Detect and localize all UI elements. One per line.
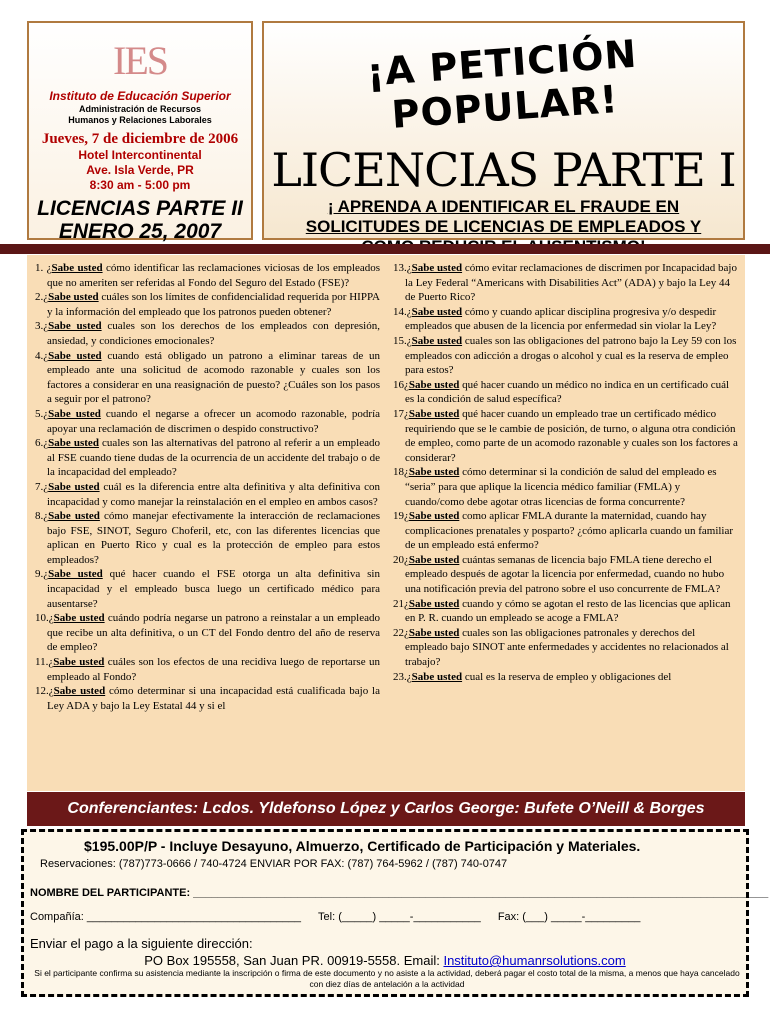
question-number: 12.¿ [35, 685, 54, 698]
sabe-usted-label: Sabe usted [48, 407, 101, 420]
question-text: cómo determinar si una incapacidad está cualificada bajo la Ley ADA y bajo la Ley Estatal 44 y si el [47, 685, 380, 712]
question-text: cuales son las obligaciones patronales y derechos del empleado bajo SINOT ante enfermedades y accidentes no relacionados al trabajo? [405, 626, 729, 669]
question-number: 18¿ [393, 466, 409, 479]
org-subtitle-1: Administración de Recursos [78, 104, 202, 114]
question-item [35, 261, 380, 290]
question-number: 13.¿ [393, 262, 412, 274]
sabe-usted-label: Sabe usted [408, 466, 460, 479]
question-number: 20¿ [393, 553, 409, 566]
sabe-usted-label: Sabe usted [408, 553, 460, 566]
question-number: 6.¿ [35, 437, 49, 450]
question-item [35, 684, 380, 713]
title-box [262, 21, 745, 240]
question-item [393, 670, 738, 685]
subtitle-line-1: ¡ APRENDA A IDENTIFICAR EL FRAUDE EN [327, 197, 680, 216]
sabe-usted-label: Sabe usted [408, 597, 460, 610]
questions-column-right [393, 261, 738, 684]
question-number: 15.¿ [393, 334, 412, 347]
sabe-usted-label: Sabe usted [408, 378, 460, 391]
question-number: 19¿ [393, 510, 409, 523]
question-item [35, 407, 380, 436]
question-text: qué hacer cuando un empleado trae un certificado médico requiriendo que se le cambie de posición, de turno, o alguna otra condición de empleo, como parte de un acomodo razonable y cuales son los factores a considerar? [405, 407, 738, 464]
question-number: 9.¿ [35, 568, 49, 581]
question-text: cómo y cuando aplicar disciplina progresiva y/o despedir empleados que abusen de la licencia por enfermedad sin violar la Ley? [405, 305, 717, 333]
question-item [35, 509, 380, 567]
sabe-usted-label: Sabe usted [53, 656, 105, 669]
question-text: qué hacer cuando un médico no indica en un certificado cuál es la condición de salud específica? [405, 378, 730, 406]
cancellation-note: Si el participante confirma su asistencia mediante la inscripción o firma de este documento y no asiste a la actividad, deberá pagar el costo total de la misma, a menos que haya cancelado con diez días de antelación a la actividad [34, 968, 740, 989]
question-number: 14.¿ [393, 305, 412, 318]
question-text: cuando el negarse a ofrecer un acomodo razonable, podría apoyar una reclamación de discrimen o despido constructivo? [47, 407, 381, 435]
question-text: cual es la reserva de empleo y obligaciones del [462, 670, 672, 683]
org-name: Instituto de Educación Superior [49, 89, 231, 103]
event-info-box [27, 21, 253, 243]
event-date: Jueves, 7 de diciembre de 2006 [41, 131, 239, 147]
question-text: cuales son los derechos de los empleados con depresión, ansiedad, y condiciones emocionales? [47, 320, 380, 347]
price-line: $195.00P/P - Incluye Desayuno, Almuerzo, Certificado de Participación y Materiales. [84, 838, 641, 854]
sabe-usted-label: Sabe usted [411, 670, 463, 683]
sabe-usted-label: Sabe usted [411, 262, 463, 274]
question-item [393, 261, 738, 305]
question-number: 11.¿ [35, 656, 54, 669]
question-text: cómo identificar las reclamaciones viciosas de los empleados que no ameriten ser referidas al Fondo del Seguro del Estado (FSE)? [47, 262, 381, 289]
sabe-usted-label: Sabe usted [53, 685, 106, 698]
reservations-line: Reservaciones: (787)773-0666 / 740-4724 ENVIAR POR FAX: (787) 764-5962 / (787) 740-0747 [40, 858, 508, 870]
subtitle-line-2: SOLICITUDES DE LICENCIAS DE EMPLEADOS Y [305, 217, 702, 236]
sabe-usted-label: Sabe usted [411, 334, 463, 347]
question-item [35, 436, 380, 480]
part2-title: LICENCIAS PARTE II [37, 197, 243, 220]
send-payment-label: Enviar el pago a la siguiente dirección: [30, 936, 253, 951]
question-number: 2.¿ [35, 291, 49, 304]
registration-form [21, 829, 769, 997]
speakers-bar: Conferenciantes: Lcdos. Yldefonso López y Carlos George: Bufete O’Neill & Borges [27, 792, 745, 826]
question-item [35, 290, 380, 319]
question-text: cuál es la diferencia entre alta definitiva y alta definitiva con incapacidad y como manejar la reinstalación en el empleo en ambos casos? [47, 480, 380, 508]
question-item [393, 553, 738, 597]
sabe-usted-label: Sabe usted [48, 437, 99, 450]
sabe-usted-label: Sabe usted [48, 480, 100, 493]
question-text: cuando y cómo se agotan el resto de las licencias que aplican en P. R. cuando un empleado se acoge a FMLA? [405, 597, 731, 625]
question-text: como aplicar FMLA durante la maternidad, cuando hay complicaciones prenatales y posparto? ¿cómo aplicarla cuando un familiar de un empleado está enfermo? [405, 510, 734, 552]
question-number: 5.¿ [35, 407, 49, 420]
sabe-usted-label: Sabe usted [53, 612, 105, 625]
question-number: 10.¿ [35, 612, 54, 625]
popular-banner: ¡A PETICIÓN POPULAR! [365, 31, 639, 137]
questions-column-left [35, 261, 380, 713]
question-number: 8.¿ [35, 510, 49, 523]
question-text: cuando está obligado un patrono a eliminar tareas de un empleado ante una solicitud de acomodo razonable y cuales son los factores a considerar en una reasignación de puesto? ¿Cuáles son los pasos a seguir por el patrono? [47, 349, 380, 406]
logo-text: IES [113, 37, 167, 83]
question-item [393, 378, 738, 407]
questions-section [27, 255, 745, 791]
page-title: LICENCIAS PARTE I [271, 143, 736, 197]
header-divider [0, 244, 770, 254]
event-time: 8:30 am - 5:00 pm [89, 178, 191, 192]
question-number: 7.¿ [35, 480, 49, 493]
question-number: 22¿ [393, 626, 409, 639]
question-item [35, 567, 380, 611]
question-item [393, 597, 738, 626]
question-number: 3.¿ [35, 320, 49, 333]
sabe-usted-label: Sabe usted [51, 262, 103, 274]
fax-field[interactable]: Fax: (___) _____-_________ [497, 911, 641, 923]
phone-field[interactable]: Tel: (_____) _____-___________ [318, 911, 481, 923]
question-item [393, 465, 738, 509]
question-item [35, 349, 380, 407]
venue-address: Ave. Isla Verde, PR [86, 163, 194, 177]
question-text: cuántas semanas de licencia bajo FMLA tiene derecho el empleado después de agotar la licencia por enfermedad, cuando no hubo una notificación previa del patrono sobre el uso concurrente de FMLA? [405, 553, 725, 596]
sabe-usted-label: Sabe usted [48, 291, 99, 304]
question-text: cuales son las obligaciones del patrono bajo la Ley 59 con los empleados con adicción a drogas o alcohol y cual es la reserva de empleo para estos? [405, 334, 737, 377]
sabe-usted-label: Sabe usted [408, 626, 460, 639]
question-number: 23.¿ [393, 670, 412, 683]
question-text: cuáles son los límites de confidencialidad requerida por HIPPA y la información del empleado que los patronos pueden obtener? [47, 291, 380, 318]
sabe-usted-label: Sabe usted [408, 510, 460, 523]
question-text: cuales son las alternativas del patrono al referir a un empleado al FSE cuando tiene dudas de la ocurrencia de un accidente del trabajo o de la incapacidad del empleado? [47, 437, 380, 479]
question-text: cómo manejar efectivamente la interacción de reclamaciones bajo FSE, SINOT, Seguro Choferil, etc, con las diferentes licencias que aplican en Puerto Rico y cual es la protección de empleo para estos empleados? [47, 510, 380, 566]
question-text: cómo evitar reclamaciones de discrimen por Incapacidad bajo la Ley Federal “Americans with Disabilities Act” (ADA) y bajo la Ley 44 de Puerto Rico? [405, 262, 737, 304]
sabe-usted-label: Sabe usted [48, 510, 100, 523]
sabe-usted-label: Sabe usted [411, 305, 463, 318]
question-item [393, 407, 738, 465]
email-link[interactable]: Instituto@humanrsolutions.com [443, 953, 626, 968]
sabe-usted-label: Sabe usted [48, 568, 103, 581]
mailing-address [24, 953, 746, 968]
question-item [393, 509, 738, 553]
question-item [393, 626, 738, 670]
question-item [35, 655, 380, 684]
ies-logo [29, 35, 251, 85]
question-item [35, 319, 380, 348]
address-text: PO Box 195558, San Juan PR. 00919-5558. Email: [144, 953, 444, 968]
question-item [35, 480, 380, 509]
sabe-usted-label: Sabe usted [48, 320, 102, 333]
question-number: 17¿ [393, 407, 409, 420]
question-text: qué hacer cuando el FSE otorga un alta definitiva sin incapacidad y el empleado busca luego un certificado médico para ausentarse? [47, 568, 380, 610]
question-text: cuándo podría negarse un patrono a reinstalar a un empleado que recibe un alta definitiva, o un CT del Fondo dentro del año de reserva de empleo? [47, 612, 380, 654]
venue-name: Hotel Intercontinental [78, 148, 202, 162]
question-text: cuáles son los efectos de una recidiva luego de reportarse un empleado al Fondo? [47, 656, 380, 683]
org-subtitle-2: Humanos y Relaciones Laborales [68, 115, 212, 125]
question-number: 4.¿ [35, 349, 49, 362]
question-item [393, 305, 738, 334]
question-item [393, 334, 738, 378]
question-text: cómo determinar si la condición de salud del empleado es “seria” para que aplique la licencia médico familiar (FMLA) y cuando/como debe agotar otras licencias de forma concurrente? [405, 466, 717, 508]
question-number: 1. ¿ [35, 262, 52, 274]
participant-name-field[interactable]: NOMBRE DEL PARTICIPANTE: ______________________________________________________________________________________________ [30, 887, 769, 899]
question-number: 16¿ [393, 378, 409, 391]
sabe-usted-label: Sabe usted [48, 349, 102, 362]
part2-date: ENERO 25, 2007 [58, 220, 222, 243]
company-row [30, 911, 640, 923]
question-number: 21¿ [393, 597, 409, 610]
company-field[interactable]: Compañía: ___________________________________ [30, 911, 301, 923]
question-item [35, 611, 380, 655]
sabe-usted-label: Sabe usted [408, 407, 460, 420]
